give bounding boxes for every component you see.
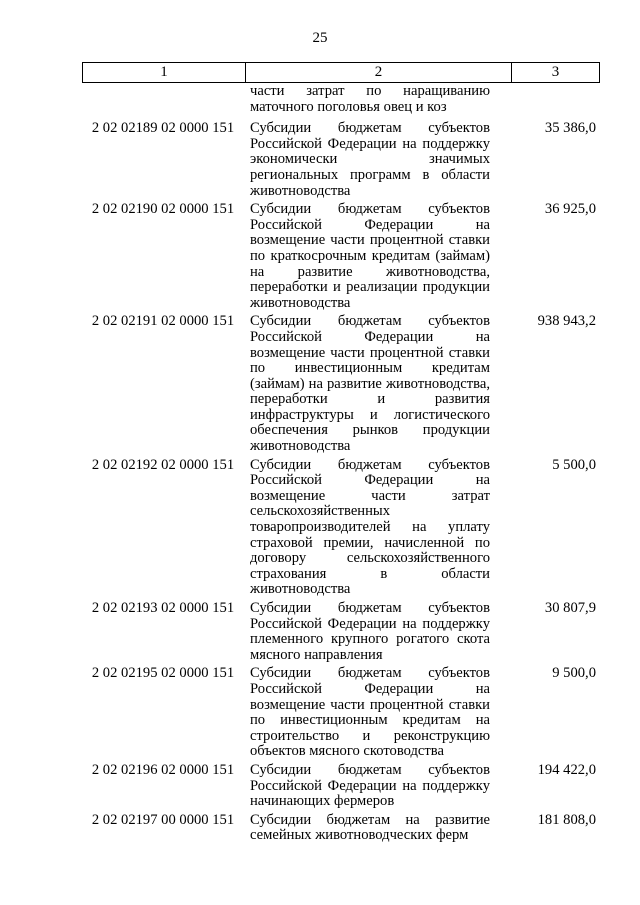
table-row [82,763,600,810]
column-header-3: 3 [551,64,560,80]
column-header-2: 2 [246,63,512,82]
table-row [82,813,600,844]
row-description: Субсидии бюджетам субъектов Российской Федерации на поддержку племенного крупного рогатого скота мясного направления [250,600,490,663]
page-number: 25 [312,30,328,46]
table-row [82,121,600,199]
row-amount: 30 807,9 [544,600,596,616]
row-description: Субсидии бюджетам субъектов Российской Федерации на возмещение части затрат сельскохозяйственных товаропроизводителей на уплату страховой премии, начисленной по договору сельскохозяйственного страхования в области животноводства [250,456,490,598]
row-code: 2 02 02189 02 0000 151 [91,120,235,137]
column-header-1: 1 [83,63,246,82]
table-body [82,84,600,847]
row-description: Субсидии бюджетам субъектов Российской Федерации на возмещение части процентной ставки по краткосрочным кредитам (займам) на развитие животноводства, переработки и реализации продукции животноводства [250,201,490,311]
row-description: Субсидии бюджетам субъектов Российской Федерации на возмещение части процентной ставки по инвестиционным кредитам на строительство и реконструкцию объектов мясного скотоводства [250,665,490,760]
row-description: Субсидии бюджетам субъектов Российской Федерации на возмещение части процентной ставки по инвестиционным кредитам (займам) на развитие животноводства, переработки и развития инфраструктуры и логистического обеспечения рынков продукции животноводства [250,313,490,455]
table-row [82,458,600,598]
row-description: части затрат по наращиванию маточного поголовья овец и коз [250,83,490,115]
row-code: 2 02 02190 02 0000 151 [91,201,235,218]
row-amount: 35 386,0 [544,120,596,137]
table-row-continuation [82,84,600,115]
row-amount: 36 925,0 [544,201,596,218]
row-code: 2 02 02195 02 0000 151 [91,665,235,682]
row-amount: 938 943,2 [537,313,596,330]
row-amount: 9 500,0 [552,665,596,682]
table-header [82,62,600,83]
row-code [82,84,244,115]
table-row [82,314,600,454]
row-code: 2 02 02197 00 0000 151 [91,811,235,828]
row-description: Субсидии бюджетам субъектов Российской Федерации на поддержку экономически значимых региональных программ в области животноводства [250,120,490,199]
row-code: 2 02 02193 02 0000 151 [91,600,235,616]
row-code: 2 02 02196 02 0000 151 [91,761,235,778]
table-row [82,666,600,760]
row-amount: 181 808,0 [537,811,596,828]
row-code: 2 02 02192 02 0000 151 [91,456,235,473]
table-row [82,202,600,311]
row-description: Субсидии бюджетам на развитие семейных животноводческих ферм [250,811,490,844]
row-amount: 194 422,0 [537,761,596,778]
row-code: 2 02 02191 02 0000 151 [91,313,235,330]
table-row [82,601,600,663]
row-amount [490,84,600,115]
row-amount: 5 500,0 [552,456,596,473]
row-description: Субсидии бюджетам субъектов Российской Федерации на поддержку начинающих фермеров [250,761,490,810]
